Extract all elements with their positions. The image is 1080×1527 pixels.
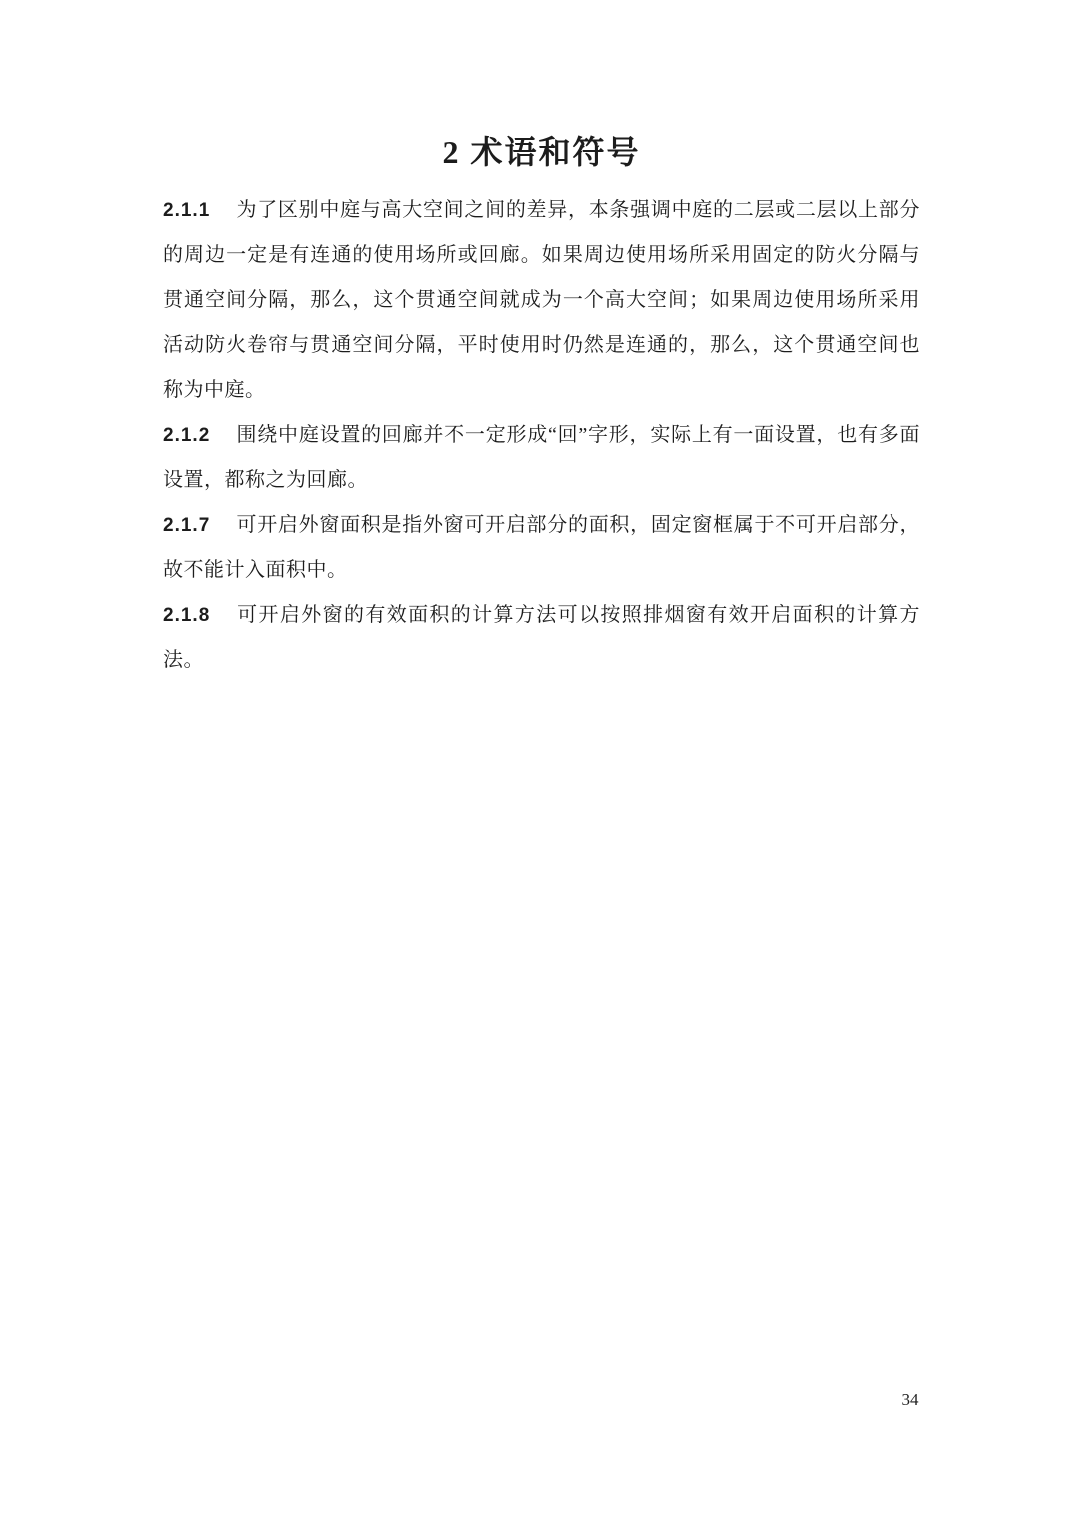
paragraph-2-1-8 bbox=[163, 593, 920, 683]
paragraph-2-1-7 bbox=[163, 503, 920, 593]
page-title bbox=[163, 131, 920, 173]
title-chapter-number: 2 bbox=[442, 134, 459, 170]
paragraph-number: 2.1.7 bbox=[163, 515, 211, 536]
page-number: 34 bbox=[901, 1390, 919, 1409]
paragraph-text: 可开启外窗的有效面积的计算方法可以按照排烟窗有效开启面积的计算方法。 bbox=[163, 604, 920, 671]
paragraph-number: 2.1.1 bbox=[163, 200, 211, 221]
paragraph-number: 2.1.2 bbox=[163, 425, 211, 446]
paragraph-text: 围绕中庭设置的回廊并不一定形成“回”字形，实际上有一面设置，也有多面设置，都称之为回廊。 bbox=[163, 424, 920, 491]
paragraph-text: 可开启外窗面积是指外窗可开启部分的面积，固定窗框属于不可开启部分，故不能计入面积中。 bbox=[163, 514, 920, 581]
paragraph-list bbox=[163, 188, 920, 683]
paragraph-text: 为了区别中庭与高大空间之间的差异，本条强调中庭的二层或二层以上部分的周边一定是有连通的使用场所或回廊。如果周边使用场所采用固定的防火分隔与贯通空间分隔，那么，这个贯通空间就成为一个高大空间；如果周边使用场所采用活动防火卷帘与贯通空间分隔，平时使用时仍然是连通的，那么，这个贯通空间也称为中庭。 bbox=[163, 199, 920, 401]
paragraph-number: 2.1.8 bbox=[163, 605, 211, 626]
title-text: 术语和符号 bbox=[470, 134, 641, 170]
page-content bbox=[163, 0, 920, 683]
paragraph-2-1-1 bbox=[163, 188, 920, 413]
paragraph-2-1-2 bbox=[163, 413, 920, 503]
